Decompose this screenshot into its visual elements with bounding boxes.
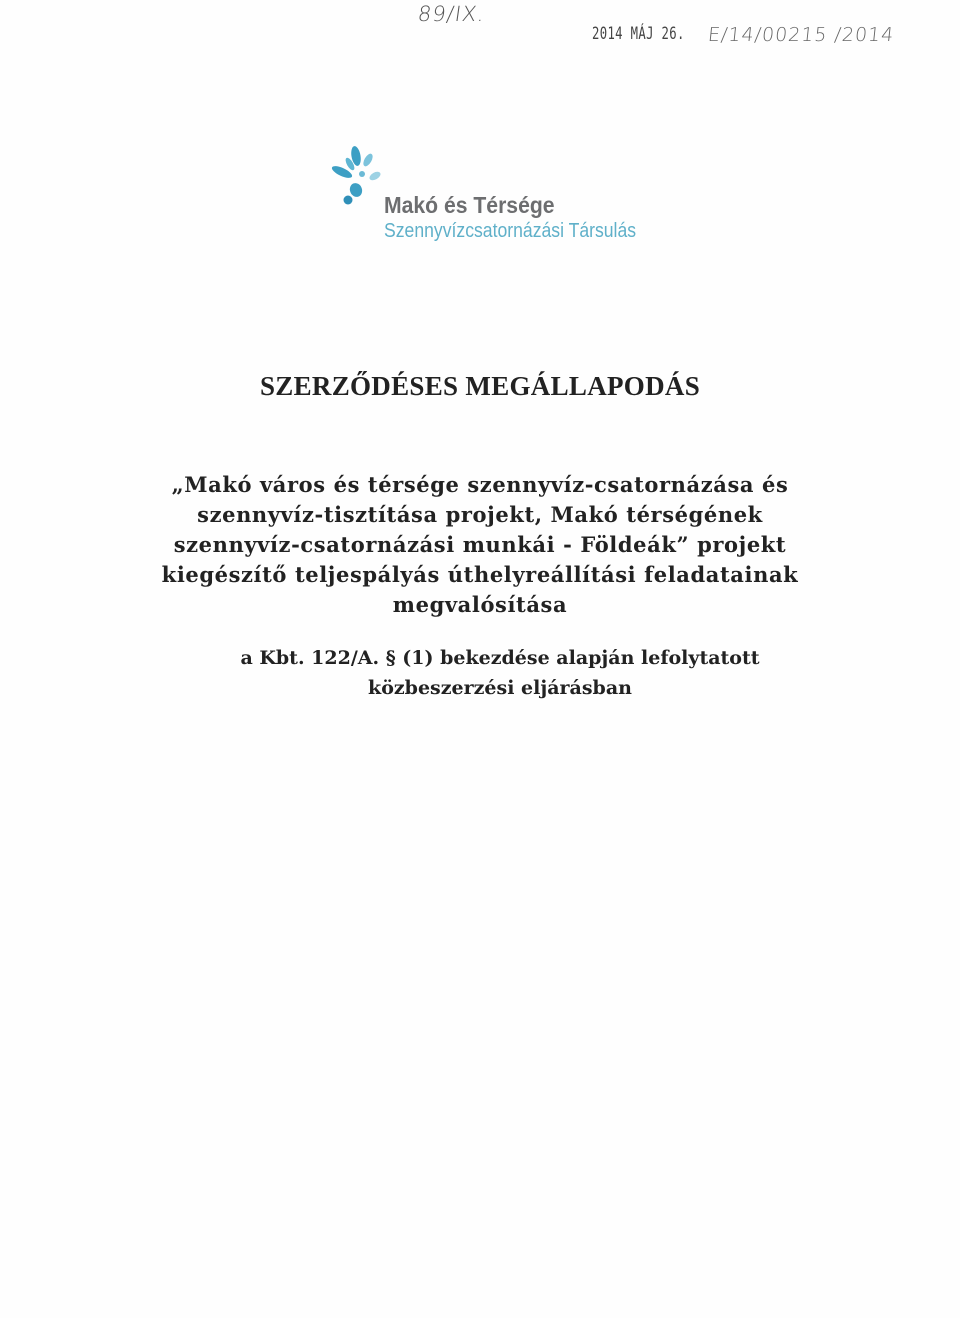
project-description bbox=[130, 470, 830, 620]
project-line: „Makó város és térsége szennyvíz-csatornázása és bbox=[171, 472, 789, 497]
handwritten-reference: E/14/00215 /2014 bbox=[706, 24, 896, 46]
project-line: szennyvíz-csatornázási munkái - Földeák” projekt bbox=[173, 532, 787, 557]
project-line: kiegészítő teljespályás úthelyreállítási feladatainak bbox=[161, 562, 799, 587]
logo-name: Makó és Térsége bbox=[384, 192, 555, 218]
project-line: megvalósítása bbox=[392, 592, 568, 617]
basis-line: közbeszerzési eljárásban bbox=[368, 677, 632, 699]
project-line: szennyvíz-tisztítása projekt, Makó térségének bbox=[197, 502, 763, 527]
procurement-basis bbox=[180, 643, 820, 703]
organization-logo bbox=[328, 142, 648, 252]
logo-subtitle: Szennyvízcsatornázási Társulás bbox=[384, 220, 637, 242]
document-title: SZERZŐDÉSES MEGÁLLAPODÁS bbox=[259, 371, 701, 401]
received-date-stamp: 2014 MÁJ 26. bbox=[592, 24, 685, 44]
basis-line: a Kbt. 122/A. § (1) bekezdése alapján lefolytatott bbox=[240, 647, 760, 669]
handwritten-note: 89/IX. bbox=[416, 2, 487, 26]
leaf-cluster-icon bbox=[328, 142, 388, 212]
